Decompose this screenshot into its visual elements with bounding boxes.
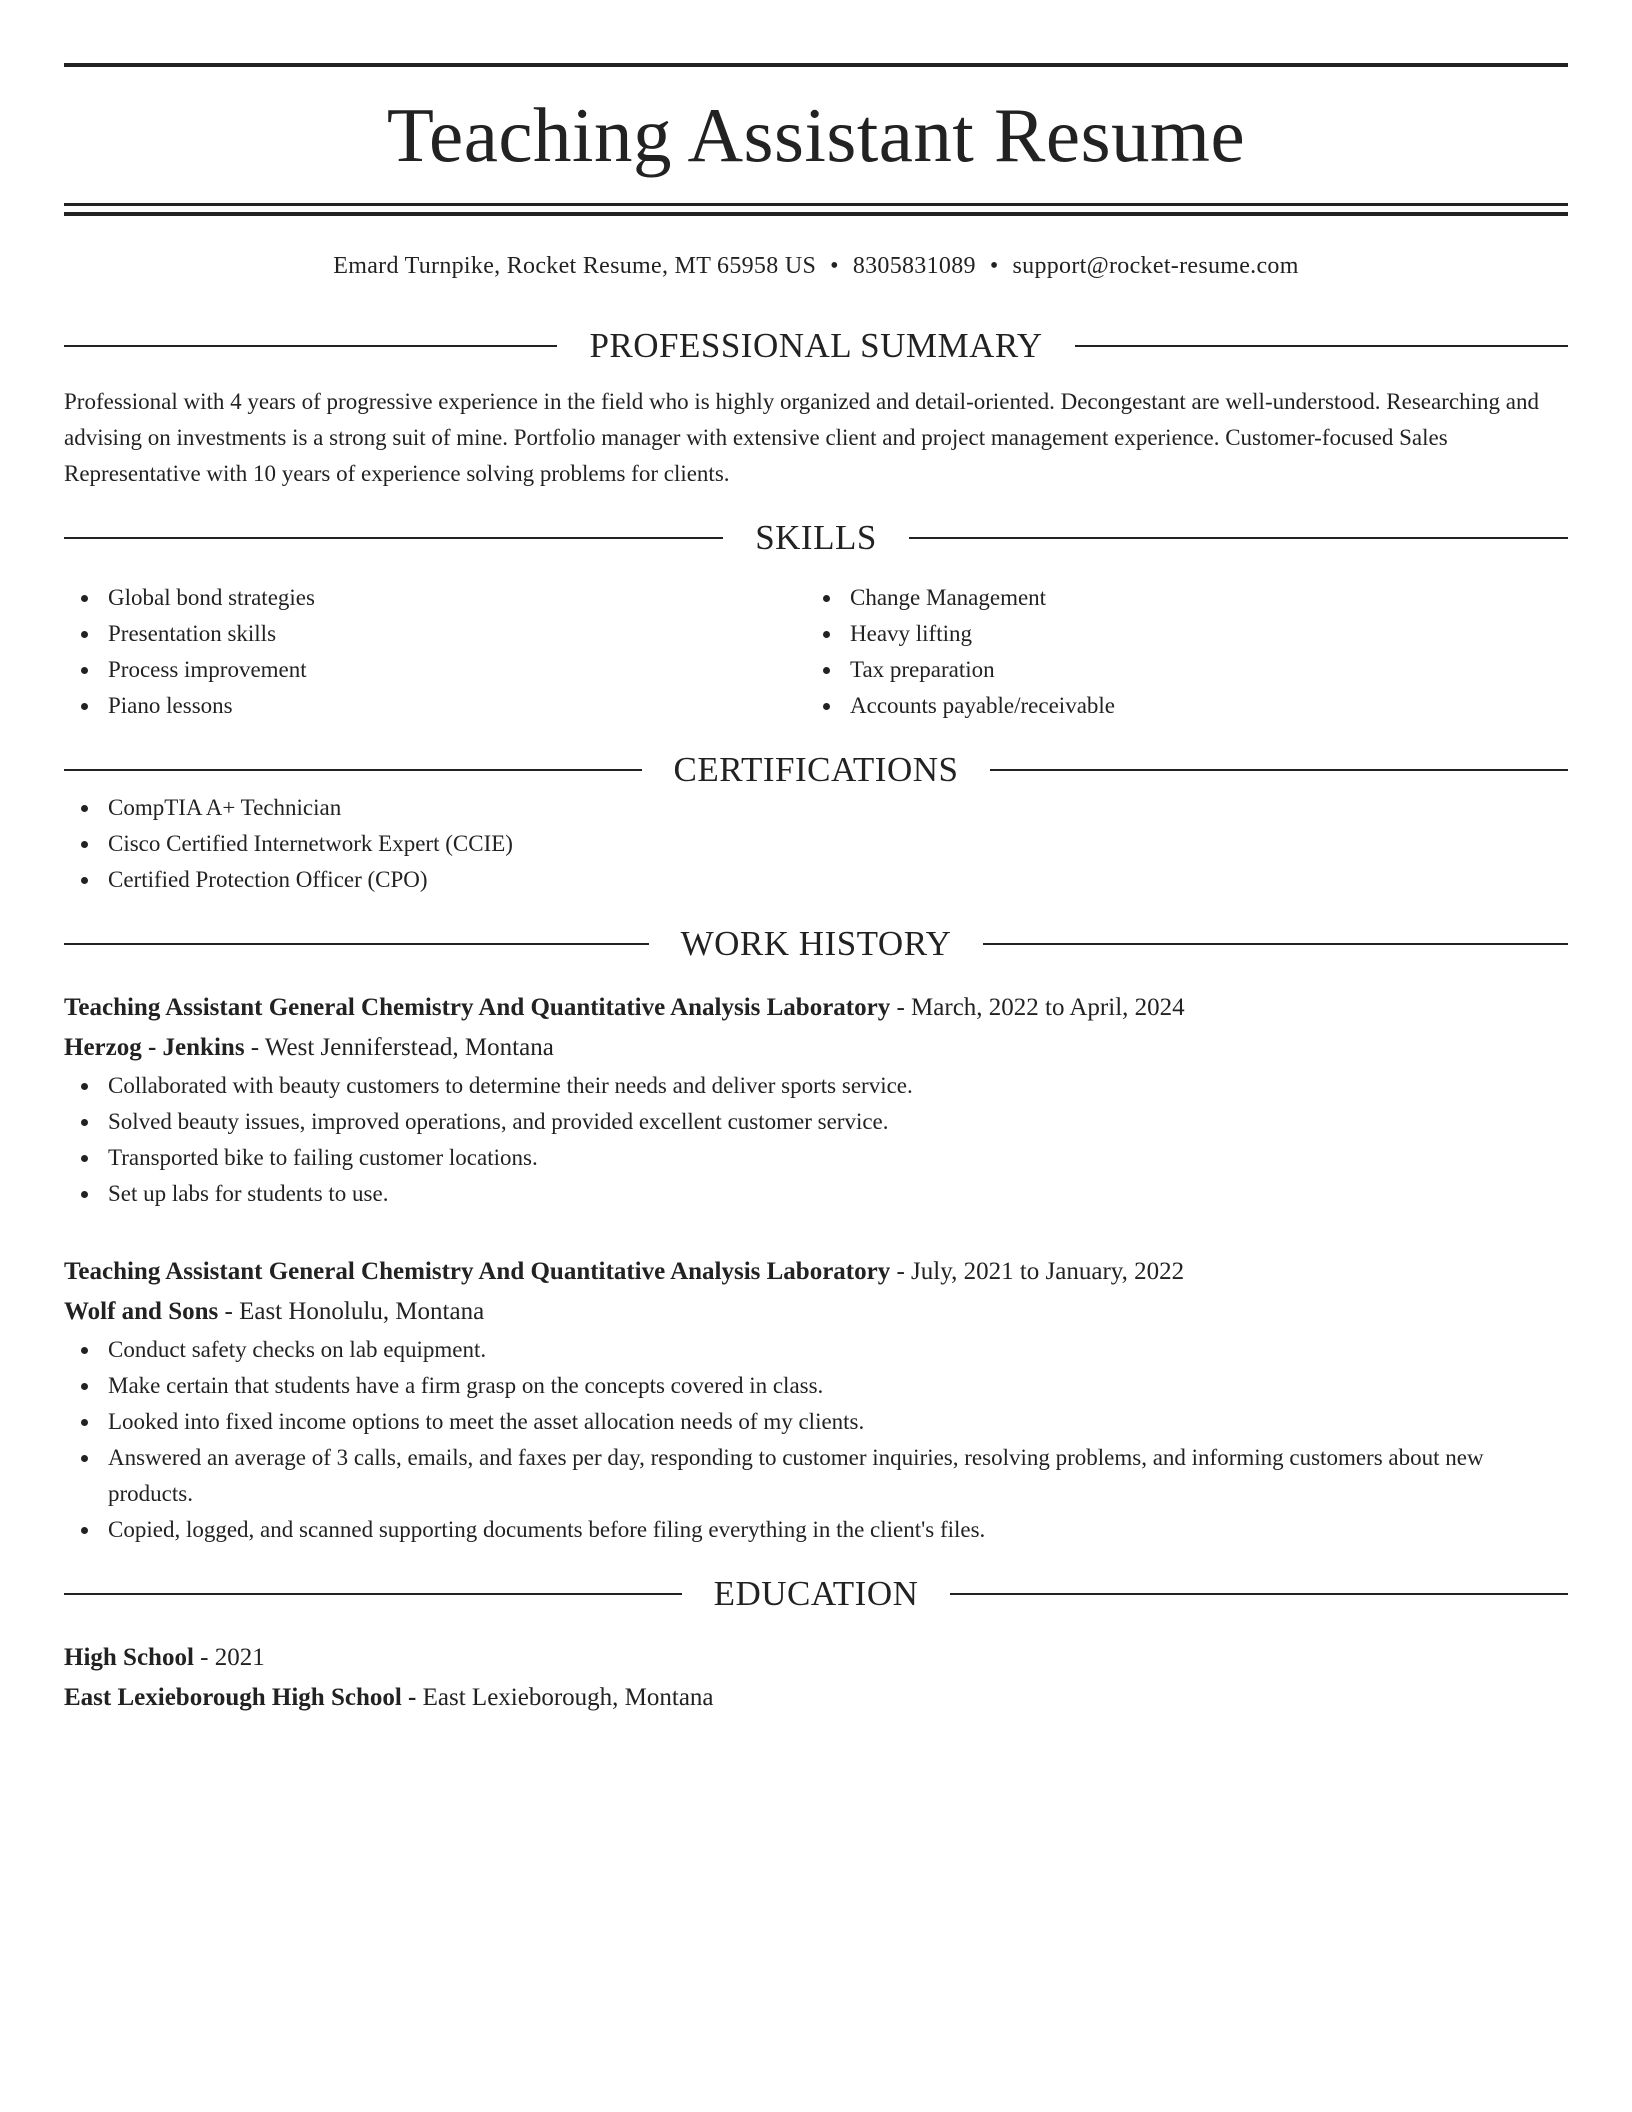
education-heading (64, 1574, 1568, 1614)
title-double-rule (64, 203, 1568, 216)
skill-item: Global bond strategies (64, 580, 806, 616)
divider (1075, 345, 1568, 347)
job-duties (64, 1332, 1568, 1548)
education-degree-line (64, 1638, 1568, 1678)
divider (64, 345, 557, 347)
job-title-line (64, 1252, 1568, 1292)
job-dates: - March, 2022 to April, 2024 (890, 994, 1185, 1021)
section-title: PROFESSIONAL SUMMARY (589, 326, 1043, 365)
certifications-heading (64, 750, 1568, 790)
skill-item: Process improvement (64, 652, 806, 688)
divider (950, 1593, 1568, 1595)
education-year: - 2021 (193, 1644, 265, 1671)
duty-item: Set up labs for students to use. (64, 1176, 1568, 1212)
divider (64, 537, 723, 539)
job-company-line (64, 1292, 1568, 1332)
education-school: East Lexieborough High School - (64, 1684, 417, 1711)
duty-item: Copied, logged, and scanned supporting documents before filing everything in the client's files. (64, 1512, 1568, 1548)
skills-list (64, 580, 1568, 724)
section-title: EDUCATION (713, 1574, 919, 1613)
skill-item: Change Management (806, 580, 1548, 616)
job-title-line (64, 988, 1568, 1028)
certification-item: Certified Protection Officer (CPO) (64, 862, 1568, 898)
education-entry (64, 1638, 1568, 1718)
skills-column-right (806, 580, 1548, 724)
work-history-heading (64, 924, 1568, 964)
divider (909, 537, 1568, 539)
summary-heading (64, 326, 1568, 366)
certification-item: Cisco Certified Internetwork Expert (CCIE) (64, 826, 1568, 862)
education-degree: High School (64, 1644, 194, 1671)
education-location: East Lexieborough, Montana (416, 1684, 714, 1711)
divider (64, 769, 642, 771)
contact-separator: • (830, 253, 839, 279)
skill-item: Piano lessons (64, 688, 806, 724)
job-entry (64, 1252, 1568, 1548)
job-location: - West Jenniferstead, Montana (244, 1034, 554, 1061)
duty-item: Transported bike to failing customer locations. (64, 1140, 1568, 1176)
job-location: - East Honolulu, Montana (218, 1298, 485, 1325)
job-duties (64, 1068, 1568, 1212)
resume-title: Teaching Assistant Resume (386, 92, 1246, 178)
duty-item: Answered an average of 3 calls, emails, and faxes per day, responding to customer inquiries, resolving problems, and informing customers about new products. (64, 1440, 1568, 1512)
contact-separator: • (989, 253, 999, 279)
job-dates: - July, 2021 to January, 2022 (890, 1258, 1185, 1285)
section-title: WORK HISTORY (680, 924, 952, 963)
duty-item: Solved beauty issues, improved operations, and provided excellent customer service. (64, 1104, 1568, 1140)
duty-item: Make certain that students have a firm grasp on the concepts covered in class. (64, 1368, 1568, 1404)
section-title: CERTIFICATIONS (673, 750, 959, 789)
section-title: SKILLS (755, 518, 877, 557)
divider (990, 769, 1568, 771)
skills-heading (64, 518, 1568, 558)
divider (64, 943, 649, 945)
job-company: Herzog - Jenkins (64, 1034, 245, 1061)
duty-item: Conduct safety checks on lab equipment. (64, 1332, 1568, 1368)
skills-column-left (64, 580, 806, 724)
skill-item: Presentation skills (64, 616, 806, 652)
job-title: Teaching Assistant General Chemistry And Quantitative Analysis Laboratory (64, 994, 891, 1021)
divider (983, 943, 1568, 945)
certification-item: CompTIA A+ Technician (64, 790, 1568, 826)
skill-item: Tax preparation (806, 652, 1548, 688)
contact-line (64, 250, 1568, 282)
job-company-line (64, 1028, 1568, 1068)
skill-item: Heavy lifting (806, 616, 1548, 652)
job-entry (64, 988, 1568, 1212)
skill-item: Accounts payable/receivable (806, 688, 1548, 724)
contact-email: support@rocket-resume.com (1012, 253, 1299, 279)
divider (64, 1593, 682, 1595)
duty-item: Collaborated with beauty customers to determine their needs and deliver sports service. (64, 1068, 1568, 1104)
certifications-list (64, 790, 1568, 898)
contact-phone: 8305831089 (852, 253, 976, 279)
duty-item: Looked into fixed income options to meet the asset allocation needs of my clients. (64, 1404, 1568, 1440)
job-company: Wolf and Sons (64, 1298, 219, 1325)
summary-text: Professional with 4 years of progressive experience in the field who is highly organized and detail-oriented. Decongestant are well-understood. Researching and advising on investments is a strong suit of mine. Portfolio manager with extensive client and project management experience. Customer-focused Sales Representative with 10 years of experience solving problems for clients. (64, 389, 1539, 486)
contact-address: Emard Turnpike, Rocket Resume, MT 65958 US (333, 253, 817, 279)
top-rule (64, 63, 1568, 67)
job-title: Teaching Assistant General Chemistry And Quantitative Analysis Laboratory (64, 1258, 891, 1285)
education-school-line (64, 1678, 1568, 1718)
